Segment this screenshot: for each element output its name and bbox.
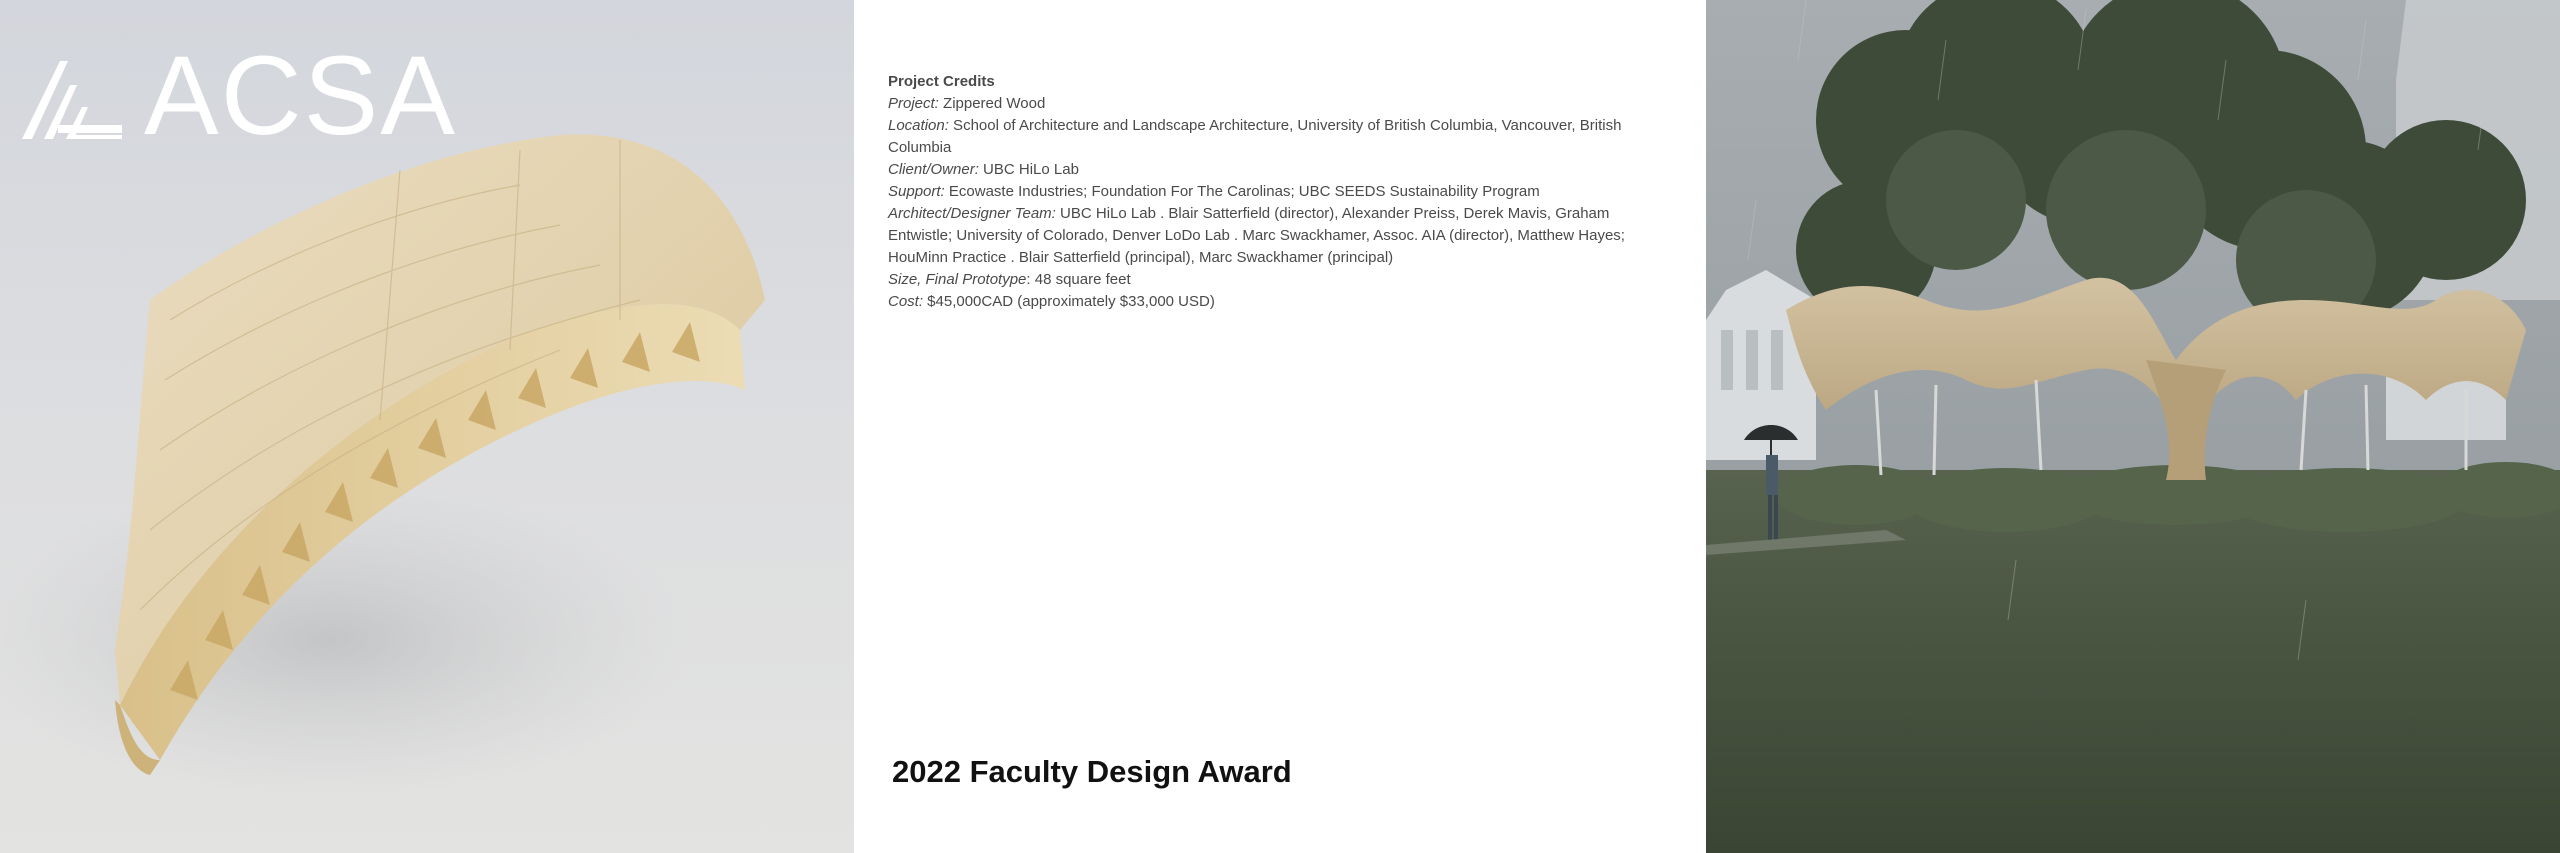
acsa-logo-mark-icon: [22, 51, 122, 141]
credit-label: Project:: [888, 95, 939, 112]
credit-value: School of Architecture and Landscape Architecture, University of British Columbia, Vancouver, British Columbia: [888, 117, 1622, 156]
credit-value: Zippered Wood: [938, 95, 1046, 112]
pavilion-rendering-panel: [1706, 0, 2560, 853]
credit-value: $45,000CAD (approximately $33,000 USD): [923, 293, 1215, 310]
credit-design-team: [888, 203, 1648, 269]
acsa-logo[interactable]: [22, 33, 457, 158]
credits-panel: [854, 0, 1706, 853]
credit-value: : 48 square feet: [1026, 271, 1131, 288]
pavilion-rendering-image: [1706, 0, 2560, 853]
credit-support: [888, 181, 1648, 203]
credit-label: Size, Final Prototype: [888, 271, 1027, 288]
credit-label: Support:: [888, 183, 945, 200]
credit-value: Ecowaste Industries; Foundation For The Carolinas; UBC SEEDS Sustainability Program: [944, 183, 1540, 200]
prototype-photo-panel: [0, 0, 854, 853]
award-title: 2022 Faculty Design Award: [892, 754, 1292, 789]
acsa-logo-text: ACSA: [144, 33, 457, 158]
credit-project: [888, 93, 1648, 115]
credit-location: [888, 115, 1648, 159]
credit-client-owner: [888, 159, 1648, 181]
credit-label: Client/Owner:: [888, 161, 979, 178]
credit-value: UBC HiLo Lab: [978, 161, 1079, 178]
credit-label: Location:: [888, 117, 949, 134]
credit-cost: [888, 291, 1648, 313]
credit-label: Architect/Designer Team:: [888, 205, 1056, 222]
credit-size: [888, 269, 1648, 291]
credit-label: Cost:: [888, 293, 924, 310]
credit-value: UBC HiLo Lab . Blair Satterfield (director), Alexander Preiss, Derek Mavis, Graham Entwistle; University of Colorado, Denver LoDo Lab . Marc Swackhamer, Assoc. AIA (director), Matthew Hayes; HouMinn Practice . Blair Satterfield (principal), Marc Swackhamer (principal): [888, 205, 1625, 266]
credits-heading: Project Credits: [888, 73, 995, 90]
project-credits: [888, 71, 1648, 313]
